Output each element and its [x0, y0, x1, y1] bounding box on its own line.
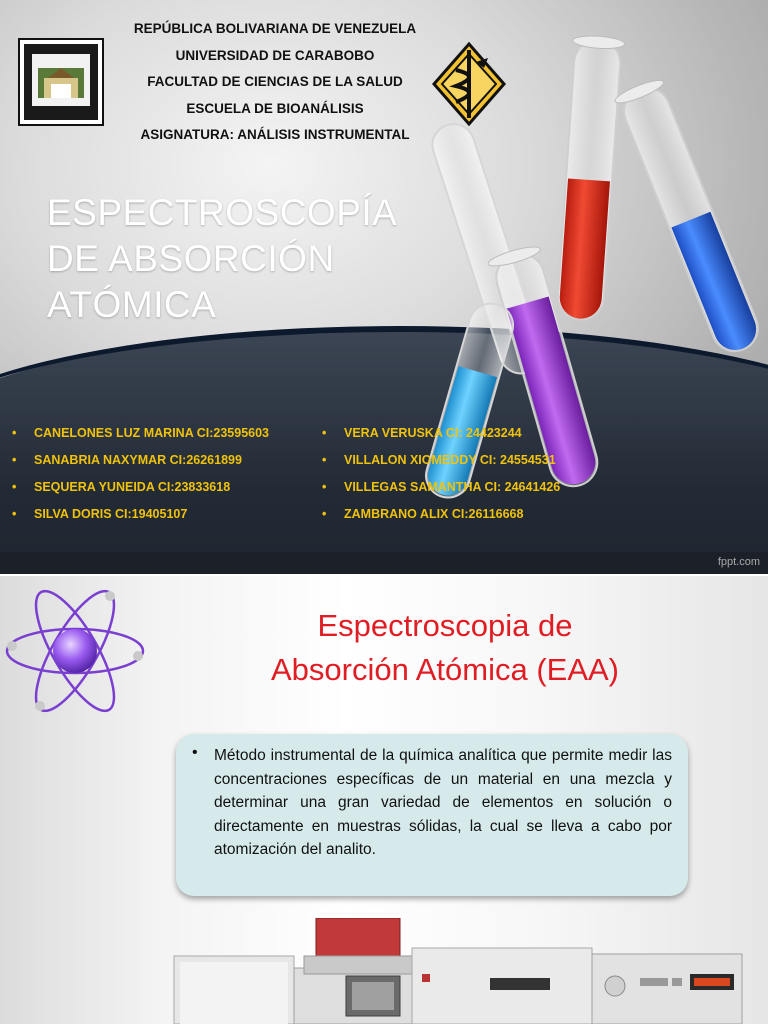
students-list-right	[322, 425, 560, 533]
slide-title-line: Espectroscopia de	[317, 608, 573, 643]
student-name: • VILLALON XIOMEDDY CI: 24554531	[322, 452, 560, 479]
students-list-left	[12, 425, 269, 533]
slide-footer-bar	[0, 552, 768, 574]
fppt-watermark: fppt.com	[717, 556, 760, 568]
header-line: FACULTAD DE CIENCIAS DE LA SALUD	[147, 74, 403, 89]
bullet-icon: •	[192, 744, 198, 761]
student-name: • SEQUERA YUNEIDA CI:23833618	[12, 479, 269, 506]
title-line: ATÓMICA	[47, 284, 217, 325]
student-name: • ZAMBRANO ALIX CI:26116668	[322, 506, 560, 533]
title-line: DE ABSORCIÓN	[47, 238, 335, 279]
header-line: UNIVERSIDAD DE CARABOBO	[175, 47, 375, 63]
slide-title	[210, 604, 680, 692]
definition-text: Método instrumental de la química analítica que permite medir las concentraciones específicas de un material en una mezcla y determinar una gran variedad de elementos en solución o directamente en muestras sólidas, la cual se lleva a cabo por atomización del analito.	[214, 747, 672, 858]
header-line: REPÚBLICA BOLIVARIANA DE VENEZUELA	[133, 21, 417, 36]
title-line: ESPECTROSCOPÍA	[47, 192, 398, 233]
student-name: • SANABRIA NAXYMAR CI:26261899	[12, 452, 269, 479]
student-name: • VERA VERUSKA CI: 24423244	[322, 425, 560, 452]
student-name: • SILVA DORIS CI:19405107	[12, 506, 269, 533]
atom-icon	[0, 576, 150, 726]
slide-title-line: Absorción Atómica (EAA)	[270, 652, 620, 687]
spectrometer-instrument-image	[160, 918, 760, 1024]
definition-box	[176, 734, 688, 896]
header-line: ESCUELA DE BIOANÁLISIS	[186, 100, 364, 116]
student-name: • VILLEGAS SAMANTHA CI: 24641426	[322, 479, 560, 506]
student-name: • CANELONES LUZ MARINA CI:23595603	[12, 425, 269, 452]
header-line: ASIGNATURA: ANÁLISIS INSTRUMENTAL	[140, 127, 410, 142]
